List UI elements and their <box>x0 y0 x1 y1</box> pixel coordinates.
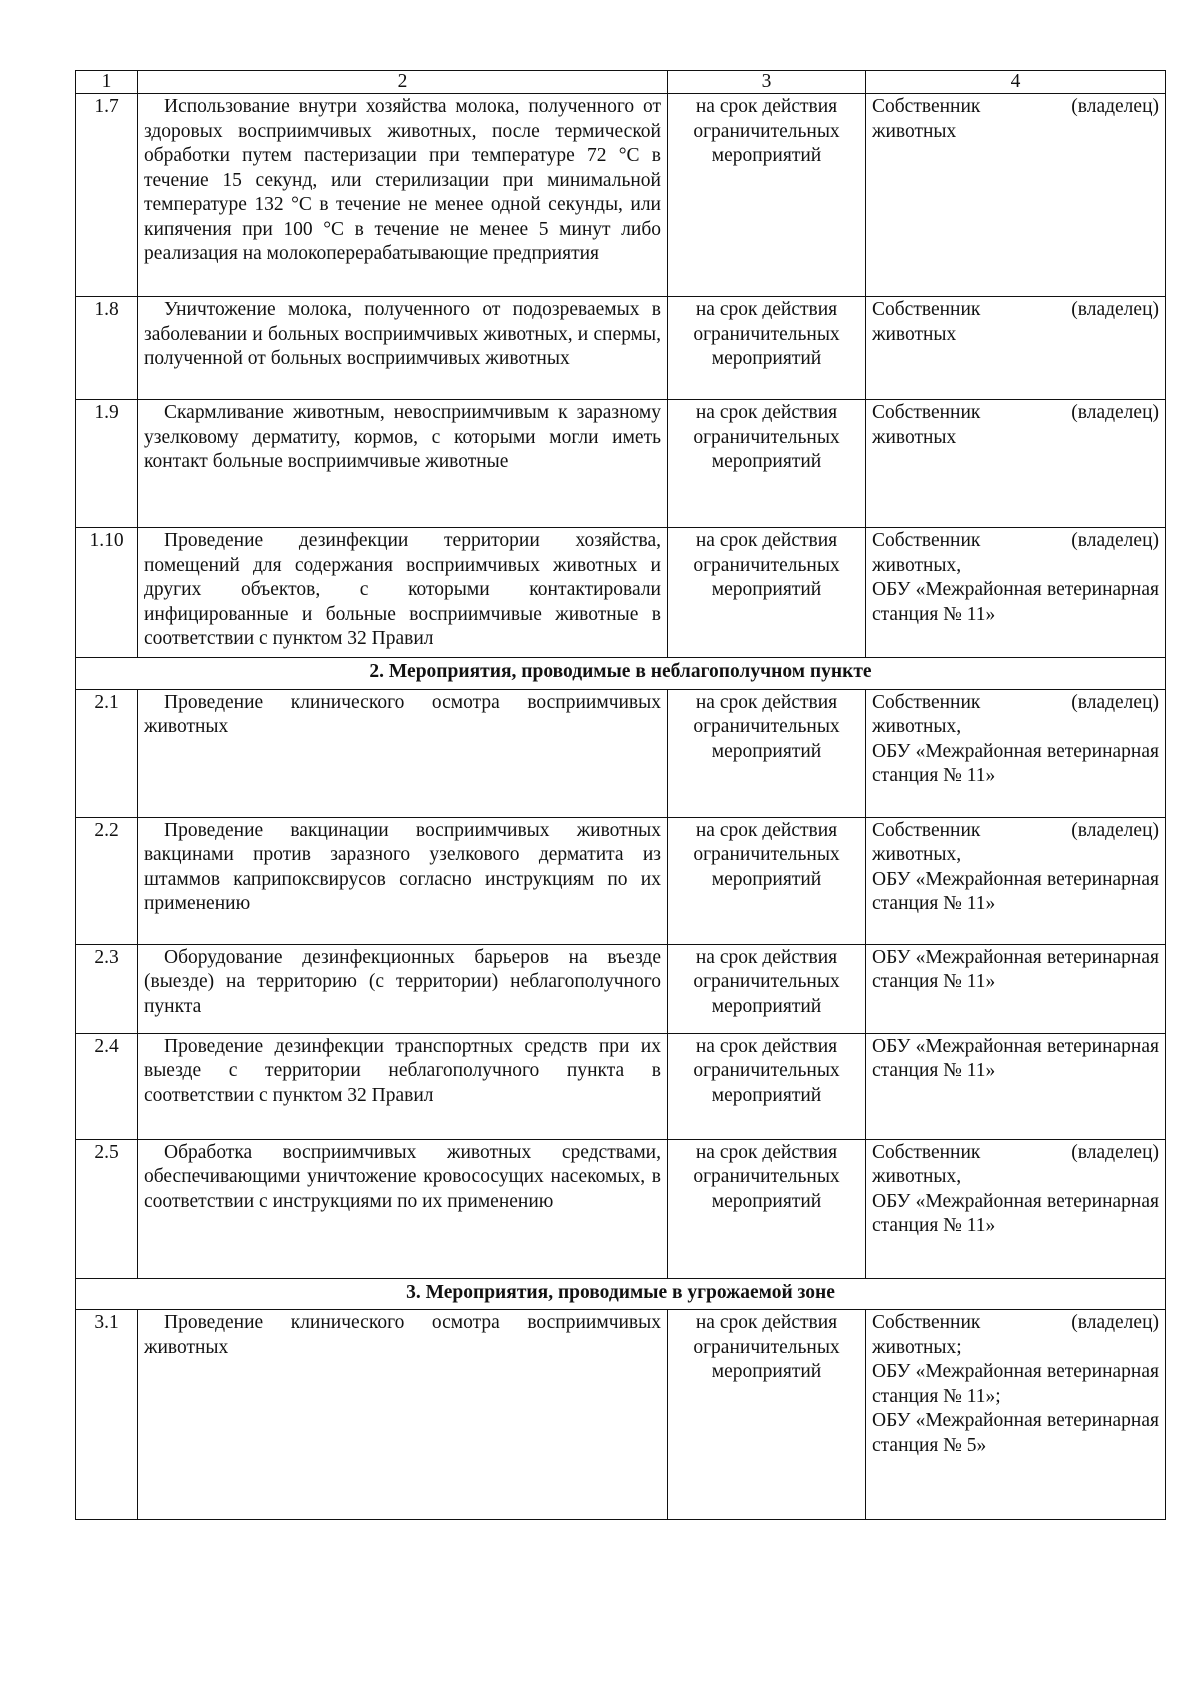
column-number: 2 <box>138 71 668 94</box>
table-row <box>76 1033 1166 1139</box>
responsible-party <box>866 297 1166 400</box>
responsible-line: ОБУ «Межрайонная ветеринарная станция № 11»; <box>872 1361 1159 1407</box>
responsible-party <box>866 1033 1166 1139</box>
responsible-line: Собственник (владелец) животных; <box>872 1312 1159 1358</box>
column-number: 1 <box>76 71 138 94</box>
responsible-line: Собственник (владелец) животных <box>872 402 1159 448</box>
measure-term: на срок действия ограничительных мероприятий <box>668 297 866 400</box>
table-row <box>76 297 1166 400</box>
measure-description: Проведение дезинфекции территории хозяйства, помещений для содержания восприимчивых животных и других объектов, с которыми контактировали инфицированные и больные восприимчивые животные в соответствии с пунктом 32 Правил <box>138 528 668 658</box>
section-title: 2. Мероприятия, проводимые в неблагополучном пункте <box>76 658 1166 690</box>
measure-term: на срок действия ограничительных мероприятий <box>668 944 866 1033</box>
measure-term: на срок действия ограничительных мероприятий <box>668 817 866 944</box>
row-number: 1.9 <box>76 400 138 528</box>
row-number: 1.7 <box>76 94 138 297</box>
row-number: 2.3 <box>76 944 138 1033</box>
table-row <box>76 689 1166 817</box>
responsible-line: Собственник (владелец) животных <box>872 299 1159 345</box>
measure-term: на срок действия ограничительных мероприятий <box>668 528 866 658</box>
measure-description: Оборудование дезинфекционных барьеров на въезде (выезде) на территорию (с территории) неблагополучного пункта <box>138 944 668 1033</box>
measure-term: на срок действия ограничительных мероприятий <box>668 1139 866 1278</box>
measure-description: Проведение клинического осмотра восприимчивых животных <box>138 689 668 817</box>
measure-term: на срок действия ограничительных мероприятий <box>668 1033 866 1139</box>
responsible-party <box>866 1139 1166 1278</box>
row-number: 3.1 <box>76 1310 138 1520</box>
row-number: 2.2 <box>76 817 138 944</box>
measure-description: Использование внутри хозяйства молока, полученного от здоровых восприимчивых животных, после термической обработки путем пастеризации при температуре 72 °C в течение 15 секунд, или стерилизации при минимальной температуре 132 °C в течение не менее одной секунды, или кипячения при 100 °C в течение не менее 5 минут либо реализация на молокоперерабатывающие предприятия <box>138 94 668 297</box>
responsible-party <box>866 94 1166 297</box>
table-row <box>76 1310 1166 1520</box>
column-number: 4 <box>866 71 1166 94</box>
table-row <box>76 94 1166 297</box>
responsible-line: Собственник (владелец) животных, <box>872 691 1159 737</box>
row-number: 2.1 <box>76 689 138 817</box>
responsible-party <box>866 528 1166 658</box>
row-number: 2.4 <box>76 1033 138 1139</box>
section-heading-row <box>76 1278 1166 1310</box>
measures-table <box>75 70 1166 1520</box>
column-number-row <box>76 71 1166 94</box>
responsible-party <box>866 400 1166 528</box>
section-title: 3. Мероприятия, проводимые в угрожаемой зоне <box>76 1278 1166 1310</box>
responsible-line: Собственник (владелец) животных, <box>872 819 1159 865</box>
measure-term: на срок действия ограничительных мероприятий <box>668 689 866 817</box>
table-row <box>76 400 1166 528</box>
row-number: 2.5 <box>76 1139 138 1278</box>
responsible-line: Собственник (владелец) животных <box>872 96 1159 142</box>
table-row <box>76 1139 1166 1278</box>
responsible-line: ОБУ «Межрайонная ветеринарная станция № 5» <box>872 1410 1159 1456</box>
measure-description: Проведение вакцинации восприимчивых животных вакцинами против заразного узелкового дерматита из штаммов каприпоксвирусов согласно инструкциям по их применению <box>138 817 668 944</box>
responsible-line: ОБУ «Межрайонная ветеринарная станция № 11» <box>872 740 1159 786</box>
responsible-party <box>866 689 1166 817</box>
table-row <box>76 944 1166 1033</box>
responsible-line: ОБУ «Межрайонная ветеринарная станция № 11» <box>872 579 1159 625</box>
measure-description: Проведение клинического осмотра восприимчивых животных <box>138 1310 668 1520</box>
measure-description: Обработка восприимчивых животных средствами, обеспечивающими уничтожение кровососущих насекомых, в соответствии с инструкциями по их применению <box>138 1139 668 1278</box>
responsible-line: ОБУ «Межрайонная ветеринарная станция № 11» <box>872 946 1159 992</box>
responsible-line: Собственник (владелец) животных, <box>872 530 1159 576</box>
measure-term: на срок действия ограничительных мероприятий <box>668 94 866 297</box>
measure-term: на срок действия ограничительных мероприятий <box>668 400 866 528</box>
column-number: 3 <box>668 71 866 94</box>
section-heading-row <box>76 658 1166 690</box>
responsible-line: ОБУ «Межрайонная ветеринарная станция № 11» <box>872 1190 1159 1236</box>
responsible-line: ОБУ «Межрайонная ветеринарная станция № 11» <box>872 868 1159 914</box>
row-number: 1.10 <box>76 528 138 658</box>
measure-description: Уничтожение молока, полученного от подозреваемых в заболевании и больных восприимчивых животных, и спермы, полученной от больных восприимчивых животных <box>138 297 668 400</box>
table-row <box>76 528 1166 658</box>
responsible-line: ОБУ «Межрайонная ветеринарная станция № 11» <box>872 1035 1159 1081</box>
responsible-party <box>866 1310 1166 1520</box>
responsible-line: Собственник (владелец) животных, <box>872 1141 1159 1187</box>
measure-description: Скармливание животным, невосприимчивым к заразному узелковому дерматиту, кормов, с которыми могли иметь контакт больные восприимчивые животные <box>138 400 668 528</box>
responsible-party <box>866 817 1166 944</box>
measure-description: Проведение дезинфекции транспортных средств при их выезде с территории неблагополучного пункта в соответствии с пунктом 32 Правил <box>138 1033 668 1139</box>
responsible-party <box>866 944 1166 1033</box>
row-number: 1.8 <box>76 297 138 400</box>
table-row <box>76 817 1166 944</box>
measure-term: на срок действия ограничительных мероприятий <box>668 1310 866 1520</box>
